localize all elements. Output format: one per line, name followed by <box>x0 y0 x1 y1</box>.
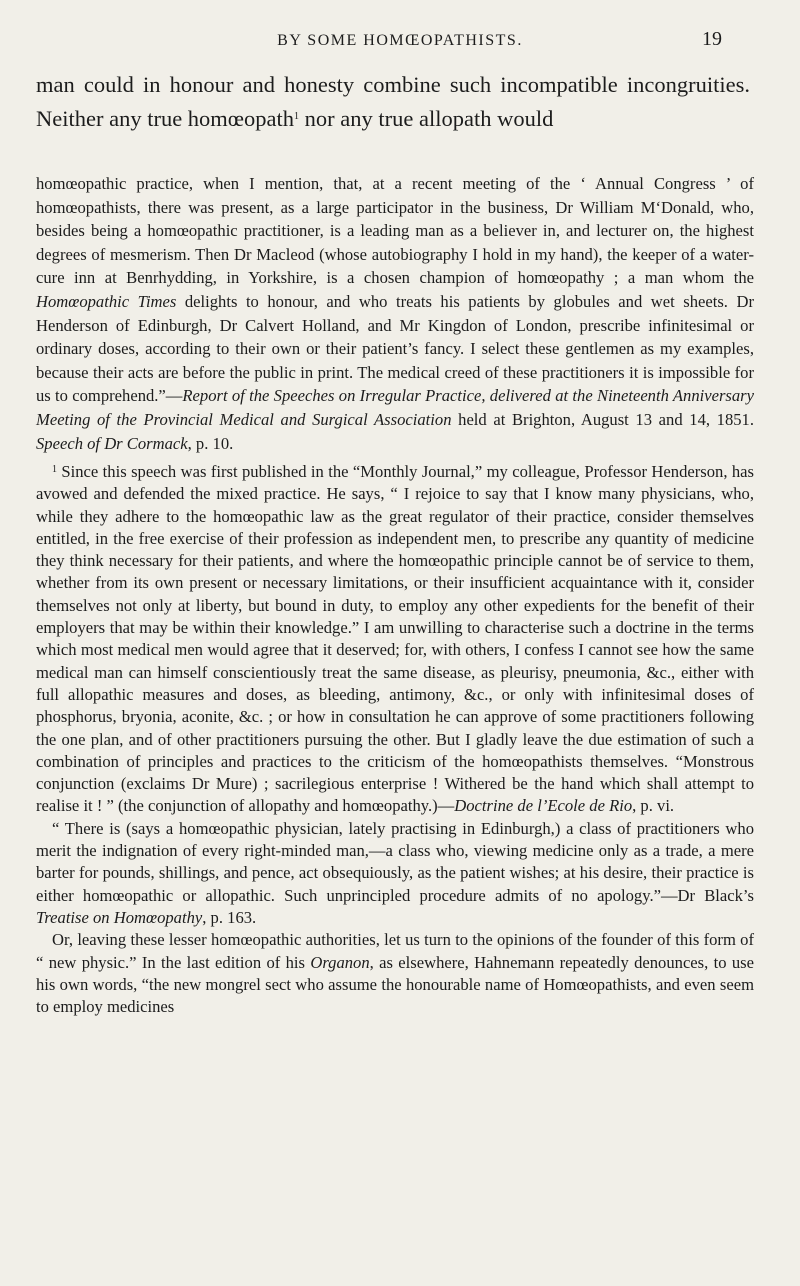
quote-source: Report of the Speeches on Irregular Practice, delivered at the Nineteenth Anniversary Meeting of the Provincial Medical and Surgical Association <box>36 386 754 429</box>
page-number: 19 <box>702 28 722 50</box>
footnote-paragraph-3 <box>36 929 754 1018</box>
footnote-source-3: Organon <box>310 952 370 972</box>
footnote-reference: 1 <box>294 111 300 122</box>
quote-page-ref: , p. 10. <box>187 433 234 453</box>
quote-speech: Speech of Dr Cormack <box>36 433 188 453</box>
footnote-ref-2: , p. 163. <box>202 907 257 927</box>
footnote-text-2: “ There is (says a homœopathic physician, lately practising in Edinburgh,) a class of practitioners who merit the indignation of every right-minded man,—a class who, viewing medicine only as a trade, a mere barter for pounds, shillings, and pence, act obsequiously, as the patient wishes; at his desire, their practice is either homœopathic or allopathic. Such unprincipled procedure admits of no apology.”—Dr Black’s <box>36 818 754 905</box>
journal-title: Homœopathic Times <box>36 291 177 311</box>
footnote-paragraph-1 <box>36 461 754 818</box>
footnote-source-2: Treatise on Homœopathy <box>36 907 203 927</box>
footnote-text-3a: Or, leaving these lesser homœopathic authorities, let us turn to the opinions of the founder of this form of “ new physic.” In the last edition of his <box>36 930 754 972</box>
page-header <box>0 28 800 54</box>
quoted-passage <box>36 172 754 455</box>
footnote-text-1: Since this speech was first published in the “Monthly Journal,” my colleague, Professor Henderson, has avowed and defended the mixed practice. He says, “ I rejoice to say that I know many physicians, who, while they adhere to the homœopathic law as the great regulator of their practice, consider themselves entitled, in the free exercise of their profession as independent men, to prescribe any quantity of medicine they think necessary for their patients, and where the homœopathic principle cannot be of service to them, whether from its own present or necessary limitations, or their insufficient acquaintance with it, consider themselves not only at liberty, but bound in duty, to employ any other expedients for the benefit of their employers that may be within their knowledge.” I am unwilling to characterise such a doctrine in the terms which most medical men would agree that it deserved; for, with others, I confess I cannot see how the same medical man can himself conscientiously treat the same disease, as pleurisy, pneumonia, &c., either with full allopathic measures and doses, as bleeding, antimony, &c., or only with infinitesimal doses of phosphorus, bryonia, aconite, &c. ; or how in consultation he can approve of some practitioners following the one plan, and of other practitioners pursuing the other. But I gladly leave the due estimation of such a combination of principles and practices to the criticism of the homœopathists themselves. “Monstrous conjunction (exclaims Dr Mure) ; sacrilegious enterprise ! Withered be the hand which shall attempt to realise it ! ” (the conjunction of allopathy and homœopathy.)— <box>36 462 754 816</box>
footnote-text-3b: , as elsewhere, Hahnemann repeatedly denounces, to use his own words, “the new mongrel sect who assume the honourable name of Homœopathists, and even seem to employ medicines <box>36 952 754 1017</box>
footnote-source-1: Doctrine de l’Ecole de Rio <box>454 796 633 816</box>
running-head: BY SOME HOMŒOPATHISTS. <box>277 32 523 49</box>
main-text-part-1: man could in honour and honesty combine such incompatible incongruities. Neither any true homœopath <box>36 72 750 131</box>
footnote <box>36 461 754 1018</box>
main-text-part-2: nor any true allopath would <box>299 106 554 131</box>
quote-text-2: delights to honour, and who treats his patients by globules and wet sheets. Dr Henderson of Edinburgh, Dr Calvert Holland, and Mr Kingdon of London, prescribe infinitesimal or ordinary doses, according to their own or their patient’s fancy. I select these gentlemen as my examples, because their acts are before the public in print. The medical creed of these practitioners it is impossible for us to comprehend.”— <box>36 291 754 406</box>
quote-source-tail: held at Brighton, August 13 and 14, 1851. <box>451 409 754 429</box>
quote-text-1: homœopathic practice, when I mention, that, at a recent meeting of the ‘ Annual Congress ’ of homœopathists, there was present, as a large participator in the business, Dr William M‘Donald, who, besides being a homœopathic practitioner, is a leading man as a believer in, and lecturer on, the highest degrees of mesmerism. Then Dr Macleod (whose autobiography I hold in my hand), the keeper of a water-cure inn at Benrhydding, in Yorkshire, is a chosen champion of homœopathy ; a man whom the <box>36 174 754 288</box>
footnote-ref-1: , p. vi. <box>632 796 675 816</box>
footnote-paragraph-2 <box>36 818 754 929</box>
footnote-marker: 1 <box>52 464 57 475</box>
main-paragraph <box>36 68 750 136</box>
